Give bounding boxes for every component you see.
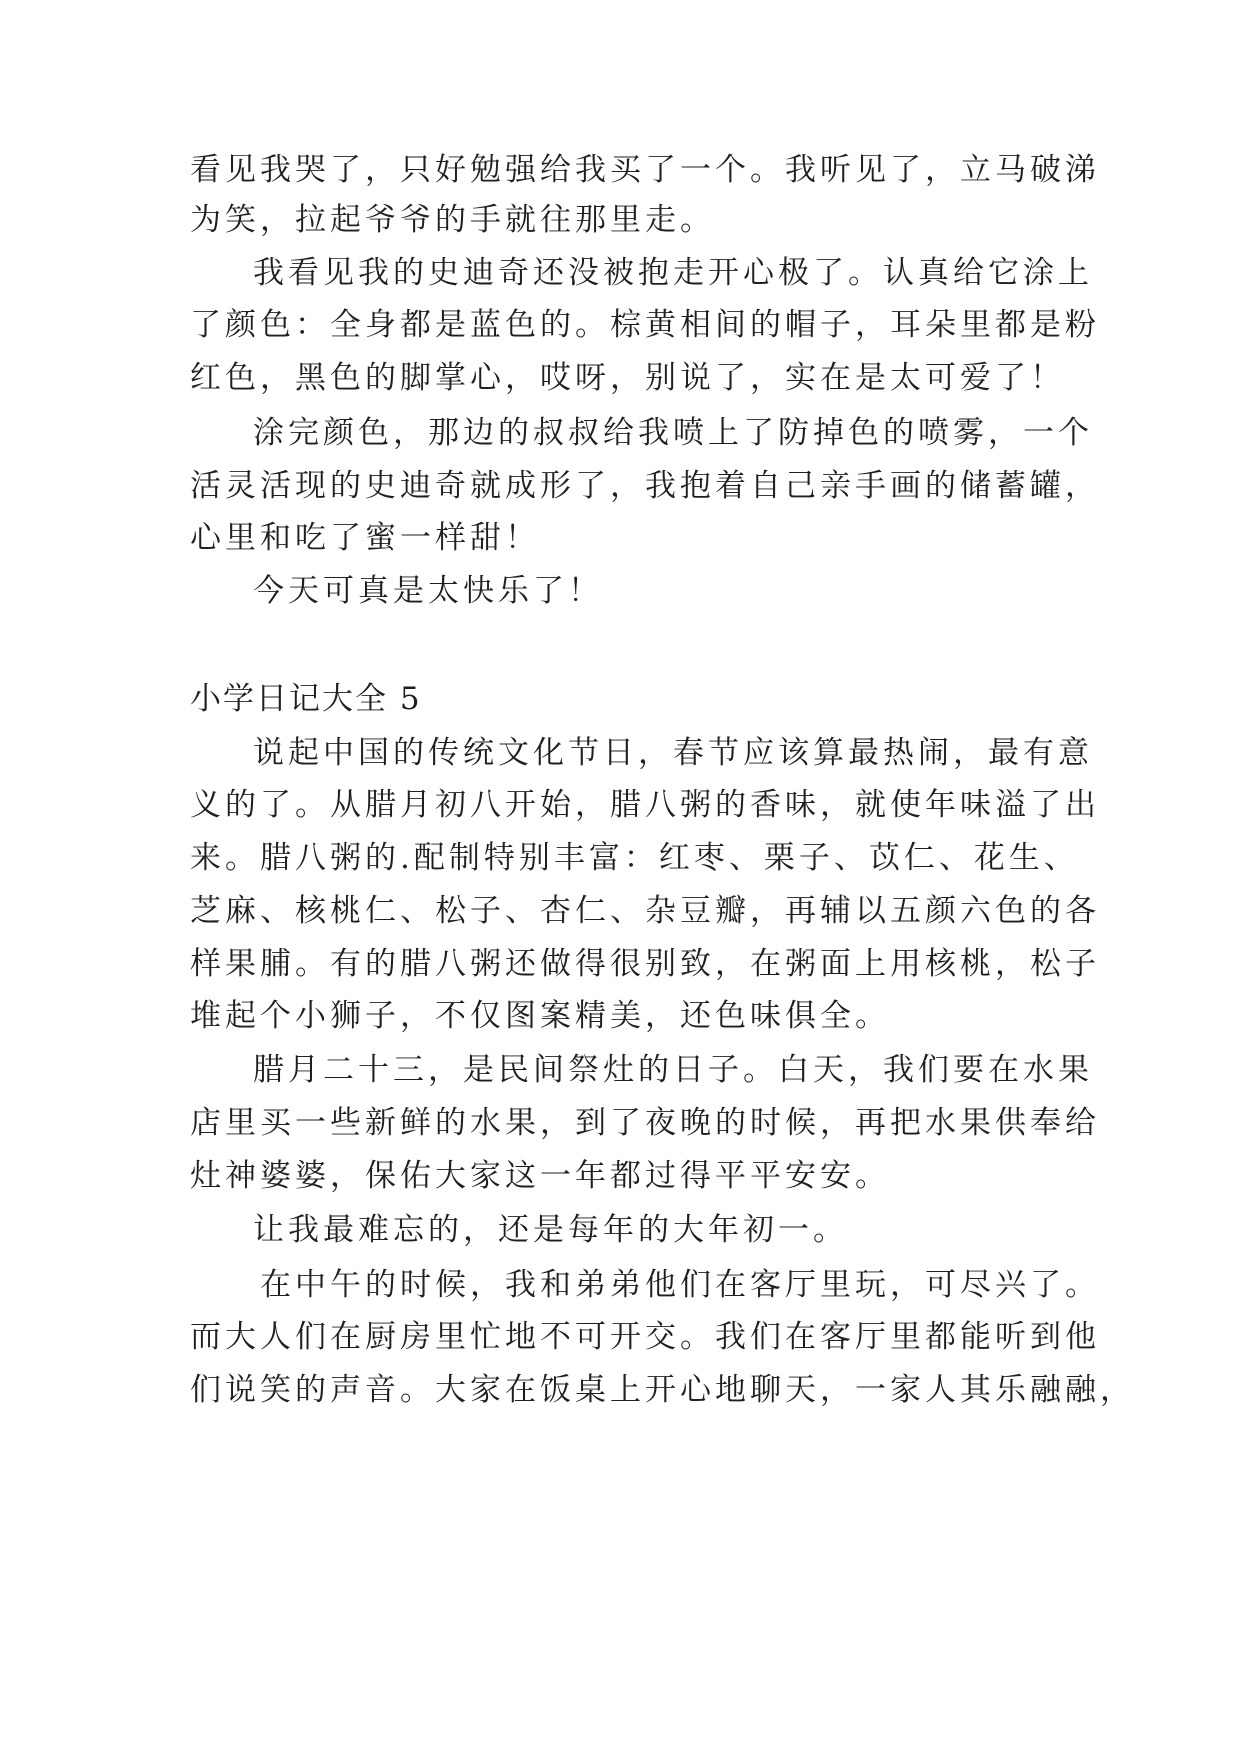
text-line: 义的了。从腊月初八开始，腊八粥的香味，就使年味溢了出	[190, 787, 1100, 823]
text-line: 说起中国的传统文化节日，春节应该算最热闹，最有意	[253, 735, 1093, 771]
text-line: 店里买一些新鲜的水果，到了夜晚的时候，再把水果供奉给	[190, 1105, 1100, 1141]
text-line: 我看见我的史迪奇还没被抱走开心极了。认真给它涂上	[253, 255, 1093, 291]
text-line: 堆起个小狮子，不仅图案精美，还色味俱全。	[190, 998, 890, 1034]
section-heading: 小学日记大全 5	[190, 681, 422, 717]
text-line: 灶神婆婆，保佑大家这一年都过得平平安安。	[190, 1158, 890, 1194]
text-line: 心里和吃了蜜一样甜！	[190, 520, 540, 556]
text-line: 今天可真是太快乐了！	[253, 573, 603, 609]
text-line: 来。腊八粥的.配制特别丰富：红枣、栗子、苡仁、花生、	[190, 840, 1079, 876]
text-line: 为笑，拉起爷爷的手就往那里走。	[190, 202, 715, 238]
text-line: 涂完颜色，那边的叔叔给我喷上了防掉色的喷雾，一个	[253, 415, 1093, 451]
text-line: 芝麻、核桃仁、松子、杏仁、杂豆瓣，再辅以五颜六色的各	[190, 893, 1100, 929]
text-line: 让我最难忘的，还是每年的大年初一。	[253, 1212, 848, 1248]
text-line: 样果脯。有的腊八粥还做得很别致，在粥面上用核桃，松子	[190, 946, 1100, 982]
text-line: 看见我哭了，只好勉强给我买了一个。我听见了，立马破涕	[190, 152, 1100, 188]
text-line: 们说笑的声音。大家在饭桌上开心地聊天，一家人其乐融融，	[190, 1372, 1135, 1408]
text-line: 红色，黑色的脚掌心，哎呀，别说了，实在是太可爱了！	[190, 360, 1065, 396]
text-line: 活灵活现的史迪奇就成形了，我抱着自己亲手画的储蓄罐，	[190, 468, 1100, 504]
text-line: 而大人们在厨房里忙地不可开交。我们在客厅里都能听到他	[190, 1319, 1100, 1355]
text-line: 了颜色：全身都是蓝色的。棕黄相间的帽子，耳朵里都是粉	[190, 307, 1100, 343]
text-line: 腊月二十三，是民间祭灶的日子。白天，我们要在水果	[253, 1052, 1093, 1088]
text-line: 在中午的时候，我和弟弟他们在客厅里玩，可尽兴了。	[260, 1267, 1100, 1303]
